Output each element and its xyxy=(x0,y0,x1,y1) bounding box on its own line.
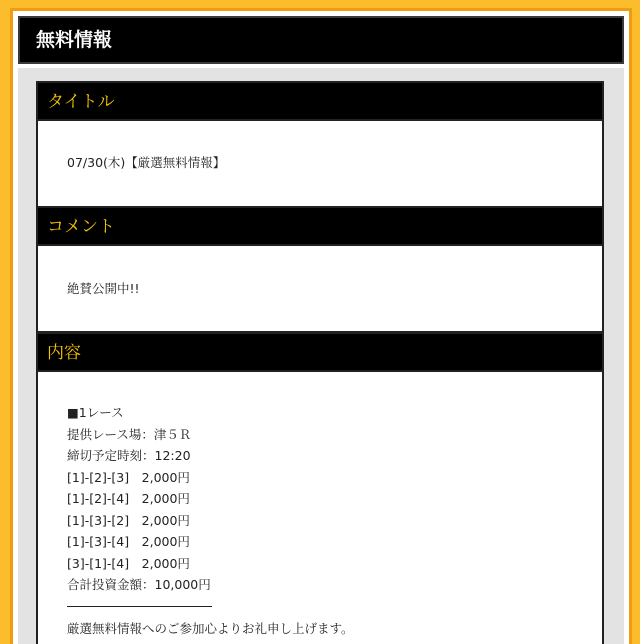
comment-section-heading: コメント xyxy=(38,208,602,246)
content-line: [1]-[2]-[3] 2,000円 xyxy=(67,469,190,485)
content-line: 提供レース場：津５Ｒ xyxy=(67,426,192,442)
content-section-heading: 内容 xyxy=(38,334,602,372)
page-title: 無料情報 xyxy=(18,16,624,64)
content-line: [1]-[3]-[2] 2,000円 xyxy=(67,512,190,528)
content-section xyxy=(36,332,604,644)
content-section-body xyxy=(38,372,602,639)
comment-text: 絶賛公開中!! xyxy=(67,281,140,296)
title-section-body xyxy=(38,121,602,171)
comment-section-body xyxy=(38,246,602,297)
content-line: [1]-[2]-[4] 2,000円 xyxy=(67,491,190,506)
content-line: [1]-[3]-[4] 2,000円 xyxy=(67,534,190,549)
content-line: 締切予定時刻：12:20 xyxy=(67,448,191,463)
free-info-frame xyxy=(10,8,632,644)
comment-section xyxy=(36,206,604,333)
divider xyxy=(67,606,212,607)
content-footer-text: 厳選無料情報へのご参加心よりお礼申し上げます。 xyxy=(67,620,354,636)
title-section xyxy=(36,81,604,208)
title-section-heading: タイトル xyxy=(38,83,602,121)
content-line: 合計投資金額：10,000円 xyxy=(67,577,211,592)
content-line: ■1レース xyxy=(67,405,124,420)
info-panel xyxy=(18,68,624,644)
title-text: 07/30(木)【厳選無料情報】 xyxy=(67,155,226,170)
content-line: [3]-[1]-[4] 2,000円 xyxy=(67,555,190,571)
